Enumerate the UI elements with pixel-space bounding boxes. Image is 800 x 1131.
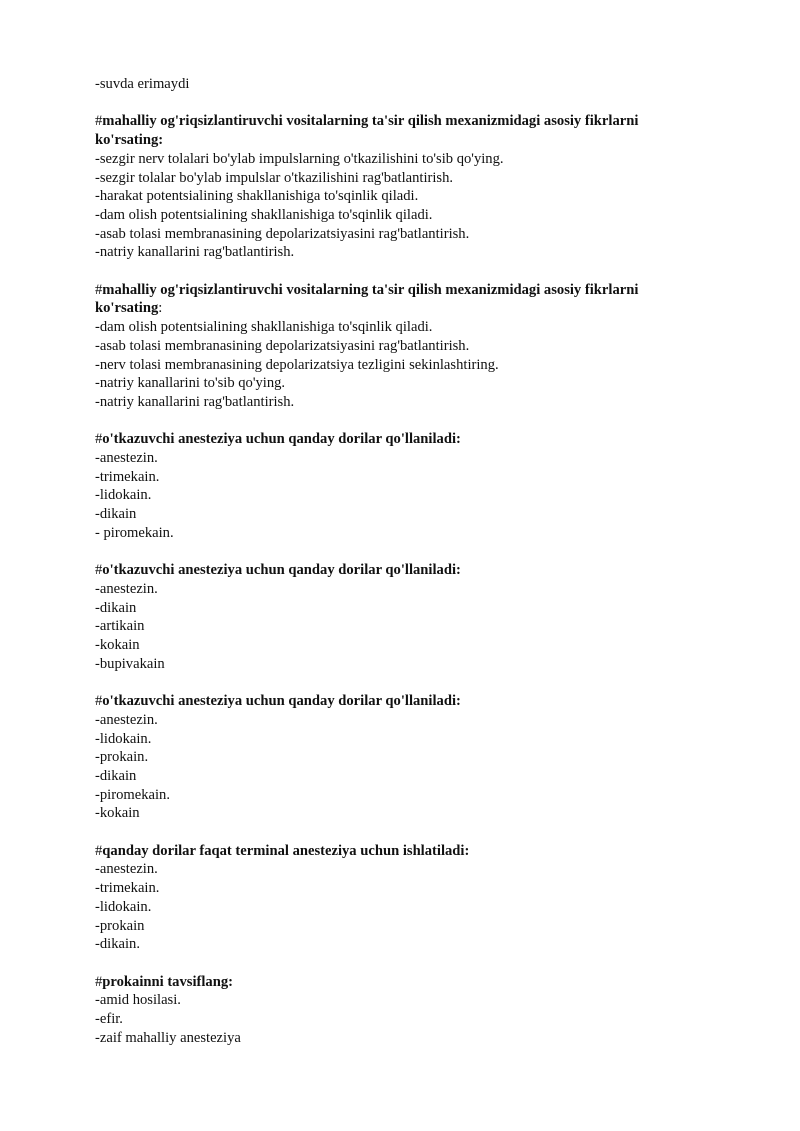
answer-option: -bupivakain	[95, 655, 165, 672]
question-block	[95, 112, 705, 262]
answer-option: - piromekain.	[95, 524, 174, 541]
answer-option: -trimekain.	[95, 880, 160, 897]
document-page	[95, 75, 705, 1047]
answer-option: -natriy kanallarini rag'batlantirish.	[95, 244, 295, 261]
answer-option: -dam olish potentsialining shakllanishiga to'sqinlik qiladi.	[95, 319, 433, 336]
question-block	[95, 430, 705, 542]
answer-option: -natriy kanallarini rag'batlantirish.	[95, 393, 295, 410]
question-hash-marker: #	[95, 431, 103, 448]
question-block	[95, 692, 705, 823]
question-heading	[95, 973, 705, 992]
question-block	[95, 561, 705, 673]
question-text: o'tkazuvchi anesteziya uchun qanday dorilar qo'llaniladi:	[102, 562, 461, 579]
question-hash-marker: #	[95, 113, 103, 130]
answer-option: -artikain	[95, 618, 145, 635]
question-heading	[95, 281, 705, 318]
question-hash-marker: #	[95, 693, 103, 710]
question-block	[95, 842, 705, 954]
question-hash-marker: #	[95, 281, 103, 298]
answer-option: -harakat potentsialining shakllanishiga to'sqinlik qiladi.	[95, 188, 419, 205]
answer-option: -dikain	[95, 767, 137, 784]
question-block	[95, 973, 705, 1048]
answer-option: -anestezin.	[95, 711, 158, 728]
answer-option: -asab tolasi membranasining depolarizatsiyasini rag'batlantirish.	[95, 337, 470, 354]
answer-option: -lidokain.	[95, 898, 152, 915]
question-text: mahalliy og'riqsizlantiruvchi vositalarning ta'sir qilish mexanizmidagi asosiy fikrlarni ko'rsating:	[95, 113, 639, 149]
answer-option: -anestezin.	[95, 450, 158, 467]
answer-option: -piromekain.	[95, 786, 170, 803]
answer-option: -nerv tolasi membranasining depolarizatsiya tezligini sekinlashtiring.	[95, 356, 499, 373]
question-hash-marker: #	[95, 842, 103, 859]
question-text: o'tkazuvchi anesteziya uchun qanday dorilar qo'llaniladi:	[102, 693, 461, 710]
answer-option: -lidokain.	[95, 487, 152, 504]
answer-option: -dam olish potentsialining shakllanishiga to'sqinlik qiladi.	[95, 206, 433, 223]
answer-option: -natriy kanallarini to'sib qo'ying.	[95, 375, 286, 392]
answer-option: -kokain	[95, 637, 140, 654]
answer-option: -anestezin.	[95, 861, 158, 878]
question-blocks	[95, 112, 705, 1047]
question-text: prokainni tavsiflang:	[102, 973, 233, 990]
answer-option: -sezgir tolalar bo'ylab impulslar o'tkazilishini rag'batlantirish.	[95, 169, 454, 186]
answer-option: -kokain	[95, 805, 140, 822]
question-hash-marker: #	[95, 562, 103, 579]
answer-option: -amid hosilasi.	[95, 992, 181, 1009]
question-heading	[95, 561, 705, 580]
question-text: qanday dorilar faqat terminal anesteziya uchun ishlatiladi:	[102, 842, 470, 859]
question-text: mahalliy og'riqsizlantiruvchi vositalarning ta'sir qilish mexanizmidagi asosiy fikrlarni ko'rsating	[95, 281, 639, 317]
answer-option: -lidokain.	[95, 730, 152, 747]
question-text: o'tkazuvchi anesteziya uchun qanday dorilar qo'llaniladi:	[102, 431, 461, 448]
question-heading	[95, 842, 705, 861]
answer-option: -sezgir nerv tolalari bo'ylab impulslarning o'tkazilishini to'sib qo'ying.	[95, 150, 504, 167]
lead-answer-line: -suvda erimaydi	[95, 76, 190, 92]
answer-option: -trimekain.	[95, 468, 160, 485]
answer-option: -prokain.	[95, 749, 149, 766]
question-heading	[95, 430, 705, 449]
question-hash-marker: #	[95, 973, 103, 990]
answer-option: -dikain.	[95, 936, 140, 953]
question-heading	[95, 692, 705, 711]
question-colon: :	[158, 300, 163, 317]
answer-option: -dikain	[95, 506, 137, 523]
answer-option: -prokain	[95, 917, 145, 934]
answer-option: -asab tolasi membranasining depolarizatsiyasini rag'batlantirish.	[95, 225, 470, 242]
question-heading	[95, 112, 705, 149]
answer-option: -dikain	[95, 599, 137, 616]
answer-option: -zaif mahalliy anesteziya	[95, 1029, 241, 1046]
answer-option: -anestezin.	[95, 580, 158, 597]
answer-option: -efir.	[95, 1011, 123, 1028]
question-block	[95, 281, 705, 412]
